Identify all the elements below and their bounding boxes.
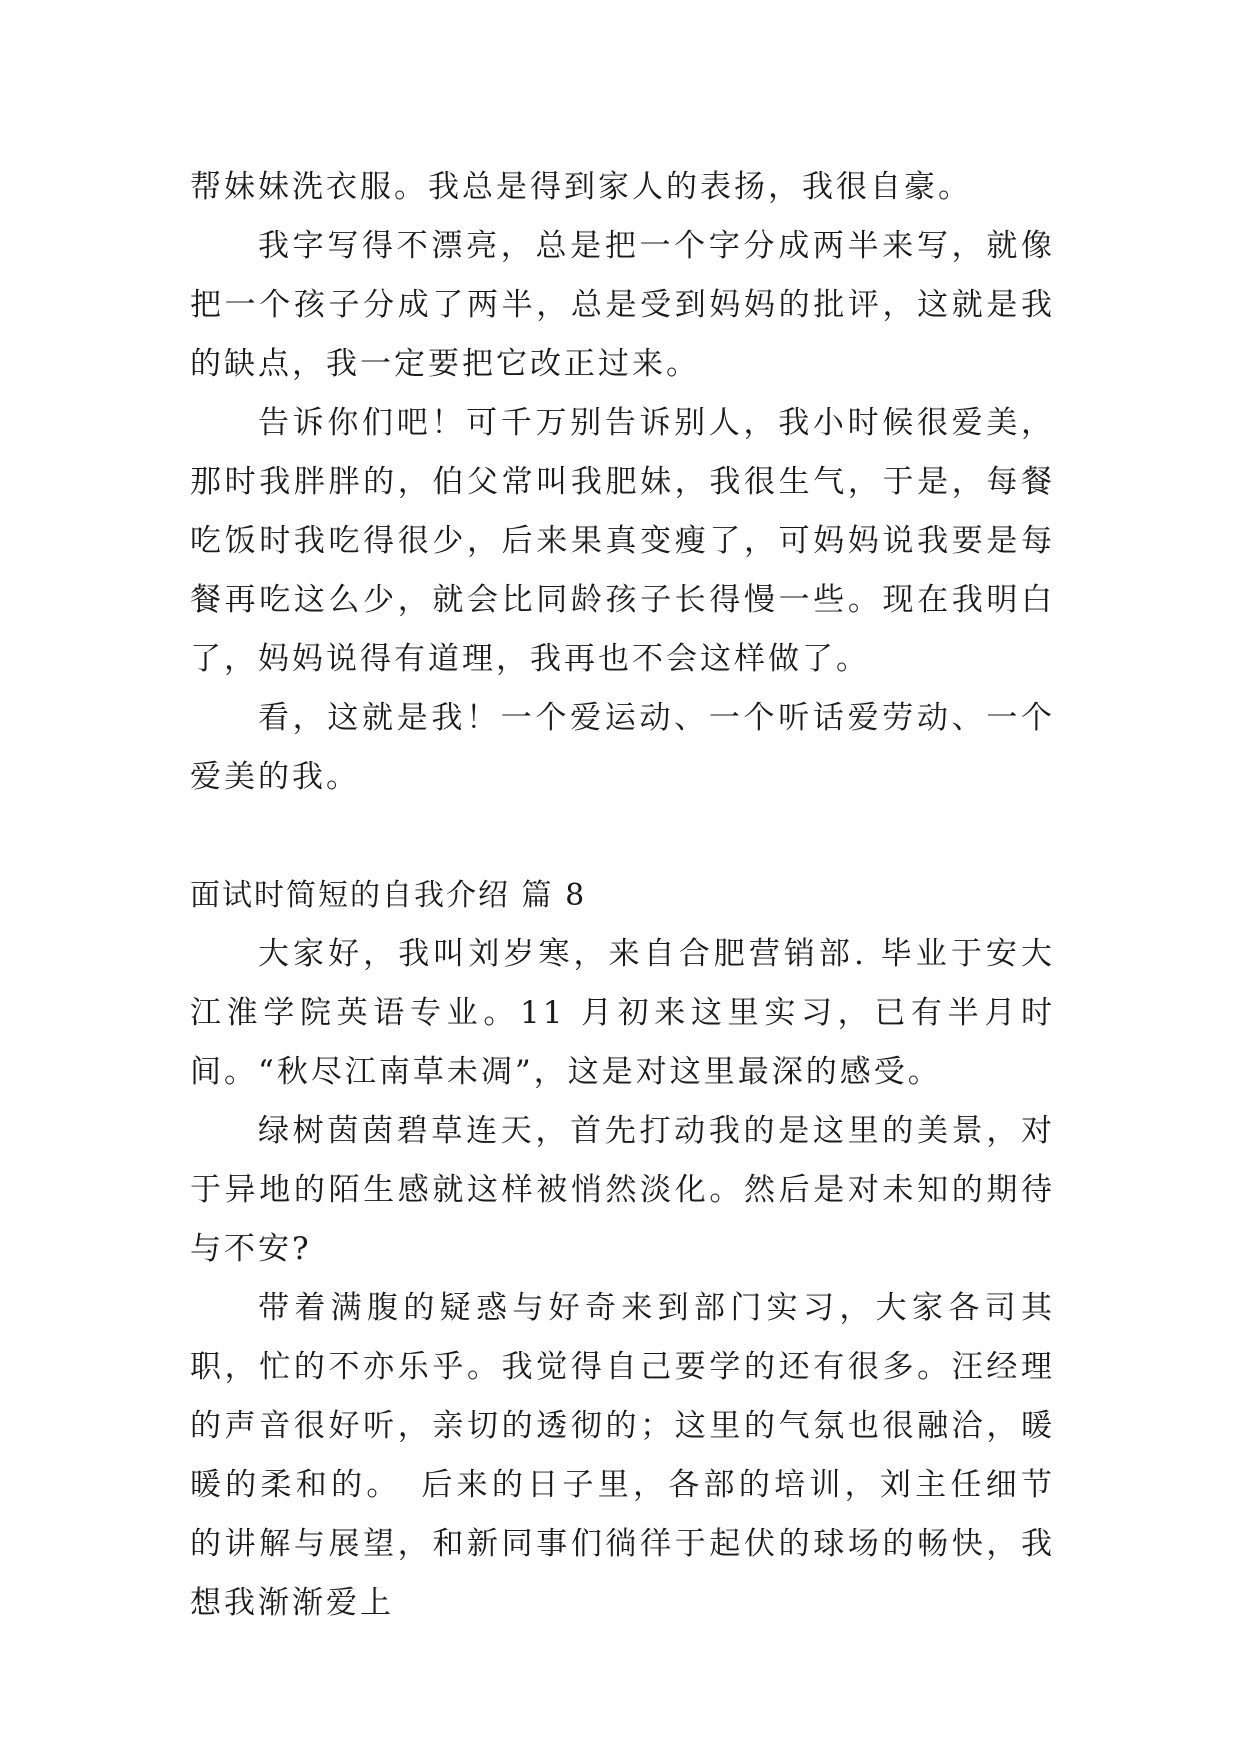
paragraph-2: 我字写得不漂亮，总是把一个字分成两半来写，就像把一个孩子分成了两半，总是受到妈妈的批评，这就是我的缺点，我一定要把它改正过来。 [190,228,1055,382]
section-heading: 面试时简短的自我介绍 篇 8 [190,878,587,913]
paragraph-3: 告诉你们吧！可千万别告诉别人，我小时候很爱美，那时我胖胖的，伯父常叫我肥妹，我很生气，于是，每餐吃饭时我吃得很少，后来果真变瘦了，可妈妈说我要是每餐再吃这么少，就会比同龄孩子长得慢一些。现在我明白了，妈妈说得有道理，我再也不会这样做了。 [190,405,1055,677]
paragraph-7: 带着满腹的疑惑与好奇来到部门实习，大家各司其职，忙的不亦乐乎。我觉得自己要学的还有很多。汪经理的声音很好听，亲切的透彻的；这里的气氛也很融洽，暖暖的柔和的。 后来的日子里，各部的培训，刘主任细节的讲解与展望，和新同事们徜徉于起伏的球场的畅快，我想我渐渐爱上 [190,1290,1055,1621]
paragraph-1: 帮妹妹洗衣服。我总是得到家人的表扬，我很自豪。 [190,169,972,205]
paragraph-4: 看，这就是我！一个爱运动、一个听话爱劳动、一个爱美的我。 [190,700,1055,795]
paragraph-5: 大家好，我叫刘岁寒，来自合肥营销部. 毕业于安大江淮学院英语专业。11 月初来这里实习，已有半月时间。“秋尽江南草未凋”，这是对这里最深的感受。 [190,936,1055,1090]
document-body [190,158,1055,1633]
paragraph-6: 绿树茵茵碧草连天，首先打动我的是这里的美景，对于异地的陌生感就这样被悄然淡化。然后是对未知的期待与不安? [190,1113,1055,1267]
